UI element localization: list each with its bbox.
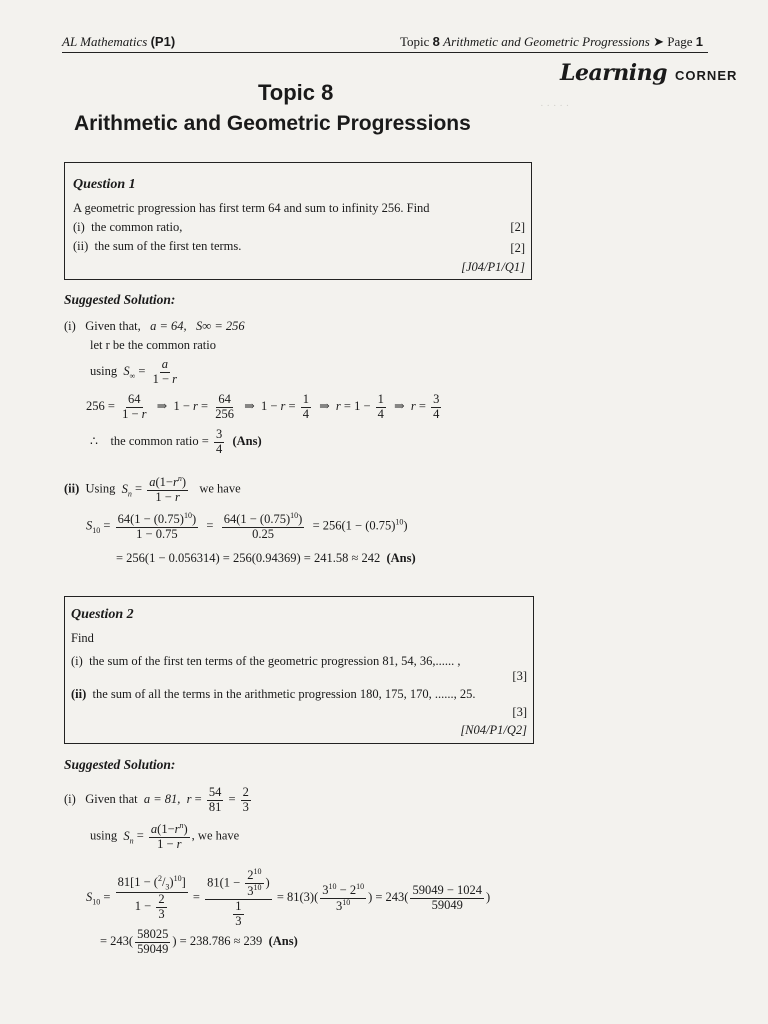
header-page-number: 1 bbox=[695, 34, 703, 49]
solution-1-part-ii-formula: (ii) Using $S_n$ = $\frac{a(1-r^n)}{1 - r}$ we have bbox=[64, 474, 241, 504]
header-left bbox=[62, 34, 175, 50]
part-text: the sum of the first ten terms of the geometric progression 81, 54, 36,...... , bbox=[89, 654, 461, 668]
solution-1-using-formula: using $S_\infty$ = $\frac{a}{1 - r}$ bbox=[90, 357, 178, 386]
using-text: using bbox=[90, 828, 118, 843]
s10-rhs: = 256(1 − (0.75) bbox=[312, 518, 396, 533]
part-label: (ii) bbox=[71, 687, 87, 701]
part-text: the common ratio, bbox=[91, 220, 183, 234]
logo-script: Learning bbox=[560, 60, 668, 86]
question-1-box bbox=[64, 162, 532, 280]
given-text: Given that bbox=[85, 792, 138, 807]
question-2-part-ii-marks: [3] bbox=[512, 705, 527, 719]
a-equation: a = 64, bbox=[150, 319, 187, 333]
question-2-part-ii bbox=[71, 687, 475, 702]
header-topic-word: Topic bbox=[400, 34, 430, 49]
ratio-label: the common ratio = bbox=[110, 434, 209, 449]
part-label: (ii) bbox=[64, 481, 80, 496]
solution-1-s10-calc: $S_{10}$ = $\frac{64(1 - (0.75)^{10})}{1 - 0.75}$ = $\frac{64(1 - (0.75)^{10})}{0.25}$ = $256(1 - (0.75)^{10})$ bbox=[86, 511, 408, 541]
solution-2-heading: Suggested Solution: bbox=[64, 757, 176, 772]
header-topic-number: 8 bbox=[432, 34, 440, 49]
answer-tag: (Ans) bbox=[386, 551, 416, 565]
header-topic-title: Arithmetic and Geometric Progressions bbox=[443, 34, 650, 49]
page-title: Arithmetic and Geometric Progressions bbox=[74, 112, 471, 135]
part-text: the sum of the first ten terms. bbox=[94, 239, 242, 253]
question-2-box bbox=[64, 596, 534, 744]
topic-heading: Topic 8 bbox=[258, 80, 334, 105]
part-label: (i) bbox=[64, 792, 76, 807]
we-have-text: we have bbox=[199, 481, 241, 496]
question-1-part-i bbox=[73, 220, 182, 235]
therefore-icon: ∴ bbox=[90, 434, 98, 449]
question-2-find: Find bbox=[71, 631, 94, 645]
header-rule bbox=[62, 52, 708, 53]
question-1-part-ii-marks: [2] bbox=[510, 241, 525, 255]
solution-1-given bbox=[64, 319, 245, 334]
answer-tag: (Ans) bbox=[232, 434, 262, 449]
solution-1-derivation: 256 = $\frac{64}{1 - r}$ ⇒ 1 − r = $\frac{64}{256}$ ⇒ 1 − r = $\frac{1}{4}$ ⇒ r = 1 − $\frac{1}{4}$ ⇒ r = $\frac{3}{4}$ bbox=[86, 392, 440, 421]
question-1-part-ii bbox=[73, 239, 241, 254]
part-text: the sum of all the terms in the arithmetic progression 180, 175, 170, ......, 25. bbox=[92, 687, 476, 701]
question-2-part-i-marks: [3] bbox=[512, 669, 527, 683]
answer-tag: (Ans) bbox=[268, 934, 298, 949]
solution-1-final bbox=[116, 551, 416, 566]
header-page-word: Page bbox=[667, 34, 693, 49]
arrow-icon: ➤ bbox=[653, 34, 664, 49]
question-1-statement: A geometric progression has first term 64 and sum to infinity 256. Find bbox=[73, 201, 430, 215]
question-1-heading: Question 1 bbox=[73, 177, 136, 192]
header-paper: (P1) bbox=[150, 34, 176, 49]
logo-word: CORNER bbox=[675, 68, 738, 83]
question-1-part-i-marks: [2] bbox=[510, 220, 525, 234]
part-label: (i) bbox=[73, 220, 85, 234]
using-text: Using bbox=[85, 481, 116, 496]
sum-infinity-equation: S∞ = 256 bbox=[196, 319, 245, 333]
solution-2-s10-calc: $S_{10}$ = $81[1 - (^2/_3)^{10}]$ 1 − $\frac{2}{3}$ = 81(1 − $\frac{2^{10}}{3^{10}}$ ) $\frac{1}{3}$ = 81(3)( $\frac{3^{10} - 2^{10}}{3^{10}}$ ) = 243( $\frac{59049 - 1024}{59049}$ ) bbox=[86, 867, 491, 928]
solution-1-let-r: let r be the common ratio bbox=[90, 338, 217, 352]
solution-2-final: = 243( $\frac{58025}{59049}$ ) = 238.786 ≈ 239 (Ans) bbox=[100, 927, 298, 956]
we-have-text: , we have bbox=[191, 828, 240, 843]
learning-corner-logo bbox=[560, 60, 737, 86]
part-label: (i) bbox=[71, 654, 83, 668]
a-equation: a = 81, bbox=[143, 792, 181, 807]
question-2-part-i bbox=[71, 654, 461, 669]
solution-2-using-formula: using $S_n$ = $\frac{a(1-r^n)}{1 - r}$ , we have bbox=[90, 821, 240, 851]
header-book-title: AL Mathematics bbox=[62, 34, 148, 49]
bleed-through-text: · · · · · bbox=[540, 100, 570, 112]
question-2-heading: Question 2 bbox=[71, 607, 134, 622]
part-label: (ii) bbox=[73, 239, 89, 253]
final-line: = 238.786 ≈ 239 bbox=[179, 934, 263, 949]
using-text: using bbox=[90, 364, 118, 379]
solution-1-ratio-answer: ∴ the common ratio = $\frac{3}{4}$ (Ans) bbox=[90, 427, 262, 456]
solution-2-given: (i) Given that a = 81, r = $\frac{54}{81}$ = $\frac{2}{3}$ bbox=[64, 785, 249, 814]
given-text: Given that, bbox=[85, 319, 141, 333]
header-right bbox=[400, 34, 703, 50]
question-1-reference: [J04/P1/Q1] bbox=[461, 260, 525, 274]
question-2-reference: [N04/P1/Q2] bbox=[460, 723, 527, 737]
solution-1-heading: Suggested Solution: bbox=[64, 292, 176, 307]
part-label: (i) bbox=[64, 319, 76, 333]
final-line: = 256(1 − 0.056314) = 256(0.94369) = 241.58 ≈ 242 bbox=[116, 551, 381, 565]
